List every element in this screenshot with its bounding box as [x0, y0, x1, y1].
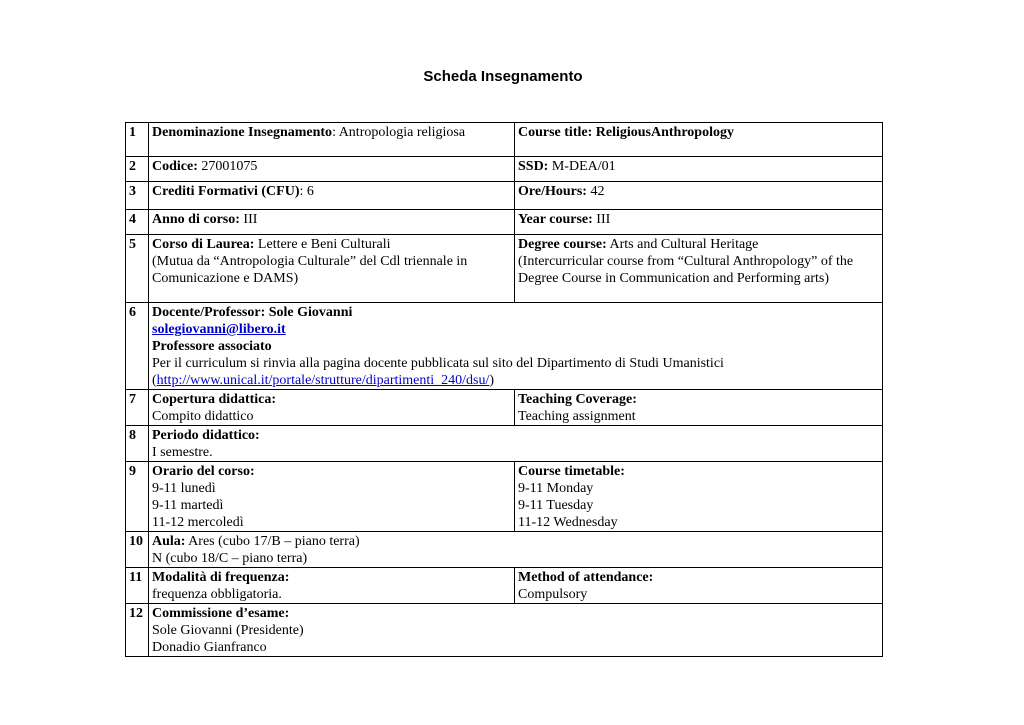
- field-value: frequenza obbligatoria.: [152, 587, 282, 602]
- row-number: 6: [126, 303, 149, 390]
- field-label: [518, 569, 879, 586]
- paren-close: ): [489, 373, 495, 388]
- table-row: [126, 235, 883, 303]
- label-text: Copertura didattica:: [152, 392, 277, 407]
- row-number: 5: [126, 235, 149, 303]
- email-line: [152, 321, 879, 338]
- table-row: [126, 462, 883, 532]
- degree-line: [518, 236, 879, 253]
- field-label: [152, 605, 879, 622]
- ssd-cell: [515, 157, 883, 182]
- professor-name: [152, 304, 879, 321]
- degree-line: [152, 236, 511, 253]
- field-value: 27001075: [197, 159, 258, 174]
- field-label: Course title: ReligiousAnthropology: [518, 125, 734, 140]
- row-number: 9: [126, 462, 149, 532]
- table-row: [126, 568, 883, 604]
- field-label: [518, 391, 879, 408]
- table-row: [126, 426, 883, 462]
- row-number: 8: [126, 426, 149, 462]
- degree-en-cell: [515, 235, 883, 303]
- commission-member: Sole Giovanni (Presidente): [152, 623, 304, 638]
- course-name-cell: [149, 123, 515, 157]
- field-value: Ares (cubo 17/B – piano terra): [185, 534, 360, 549]
- department-url-link[interactable]: http://www.unical.it/portale/strutture/dipartimenti_240/dsu/: [156, 373, 490, 388]
- course-title-cell: [515, 123, 883, 157]
- paren-open: (: [152, 373, 157, 388]
- label-text: Periodo didattico:: [152, 428, 260, 443]
- role-label: Professore associato: [152, 339, 272, 354]
- document-title: Scheda Insegnamento: [423, 68, 583, 85]
- timetable-it-cell: [149, 462, 515, 532]
- url-line: [152, 372, 879, 389]
- field-value: Lettere e Beni Culturali: [254, 237, 391, 252]
- field-label: SSD:: [518, 159, 549, 174]
- hours-cell: [515, 182, 883, 210]
- field-label: Crediti Formativi (CFU): [152, 184, 300, 199]
- table-row: [126, 390, 883, 426]
- code-cell: [149, 157, 515, 182]
- table-row: [126, 532, 883, 568]
- professor-label: Docente/Professor: Sole Giovanni: [152, 305, 353, 320]
- degree-note: (Intercurricular course from “Cultural Anthropology” of the: [518, 254, 854, 269]
- row-number: 4: [126, 210, 149, 235]
- label-text: Commissione d’esame:: [152, 606, 290, 621]
- professor-cell: [149, 303, 883, 390]
- field-value: III: [239, 212, 258, 227]
- row-number: 7: [126, 390, 149, 426]
- field-value: M-DEA/01: [548, 159, 616, 174]
- degree-it-cell: [149, 235, 515, 303]
- field-value: Compulsory: [518, 587, 588, 602]
- degree-note: Degree Course in Communication and Performing arts): [518, 271, 830, 286]
- label-text: Course timetable:: [518, 464, 625, 479]
- row-number: 2: [126, 157, 149, 182]
- timetable-entry: 9-11 Tuesday: [518, 498, 594, 513]
- professor-role: [152, 338, 879, 355]
- field-label: Denominazione Insegnamento: [152, 125, 333, 140]
- classroom-line: [152, 533, 879, 550]
- row-number: 1: [126, 123, 149, 157]
- row-number: 3: [126, 182, 149, 210]
- field-value: Antropologia religiosa: [338, 125, 466, 140]
- label-text: Orario del corso:: [152, 464, 255, 479]
- field-label: [518, 463, 879, 480]
- field-label: Codice:: [152, 159, 198, 174]
- period-cell: [149, 426, 883, 462]
- field-value: I semestre.: [152, 445, 213, 460]
- field-label: [152, 569, 511, 586]
- coverage-it-cell: [149, 390, 515, 426]
- attendance-en-cell: [515, 568, 883, 604]
- timetable-entry: 11-12 mercoledì: [152, 515, 244, 530]
- field-value: III: [592, 212, 611, 227]
- field-label: Corso di Laurea:: [152, 237, 255, 252]
- curriculum-note: Per il curriculum si rinvia alla pagina docente pubblicata sul sito del Dipartimento di Studi Umanistici: [152, 356, 724, 371]
- label-text: Aula:: [152, 534, 186, 549]
- year-cell: [149, 210, 515, 235]
- field-label: [152, 391, 511, 408]
- label-text: Modalità di frequenza:: [152, 570, 290, 585]
- attendance-it-cell: [149, 568, 515, 604]
- row-number: 10: [126, 532, 149, 568]
- label-text: Method of attendance:: [518, 570, 654, 585]
- field-value: : 6: [299, 184, 314, 199]
- table-row: [126, 303, 883, 390]
- field-label: Year course:: [518, 212, 593, 227]
- timetable-entry: 9-11 lunedì: [152, 481, 216, 496]
- commission-cell: [149, 604, 883, 657]
- timetable-entry: 11-12 Wednesday: [518, 515, 618, 530]
- timetable-entry: 9-11 martedì: [152, 498, 224, 513]
- field-separator: :: [332, 125, 339, 140]
- table-row: [126, 210, 883, 235]
- field-label: Degree course:: [518, 237, 607, 252]
- field-label: [152, 463, 511, 480]
- field-value: Compito didattico: [152, 409, 254, 424]
- timetable-en-cell: [515, 462, 883, 532]
- year-course-cell: [515, 210, 883, 235]
- coverage-en-cell: [515, 390, 883, 426]
- timetable-entry: 9-11 Monday: [518, 481, 594, 496]
- classroom-line: N (cubo 18/C – piano terra): [152, 551, 308, 566]
- field-label: Anno di corso:: [152, 212, 240, 227]
- course-info-table: [125, 122, 883, 657]
- label-text: Teaching Coverage:: [518, 392, 637, 407]
- field-value: Arts and Cultural Heritage: [606, 237, 759, 252]
- table-row: [126, 123, 883, 157]
- field-label: [152, 427, 879, 444]
- field-value: Teaching assignment: [518, 409, 636, 424]
- field-value: 42: [586, 184, 605, 199]
- table-row: [126, 157, 883, 182]
- professor-email-link[interactable]: solegiovanni@libero.it: [152, 322, 286, 337]
- degree-note: Comunicazione e DAMS): [152, 271, 299, 286]
- classroom-cell: [149, 532, 883, 568]
- row-number: 11: [126, 568, 149, 604]
- field-label: Ore/Hours:: [518, 184, 587, 199]
- commission-member: Donadio Gianfranco: [152, 640, 267, 655]
- table-row: [126, 604, 883, 657]
- row-number: 12: [126, 604, 149, 657]
- table-row: [126, 182, 883, 210]
- degree-note: (Mutua da “Antropologia Culturale” del Cdl triennale in: [152, 254, 468, 269]
- credits-cell: [149, 182, 515, 210]
